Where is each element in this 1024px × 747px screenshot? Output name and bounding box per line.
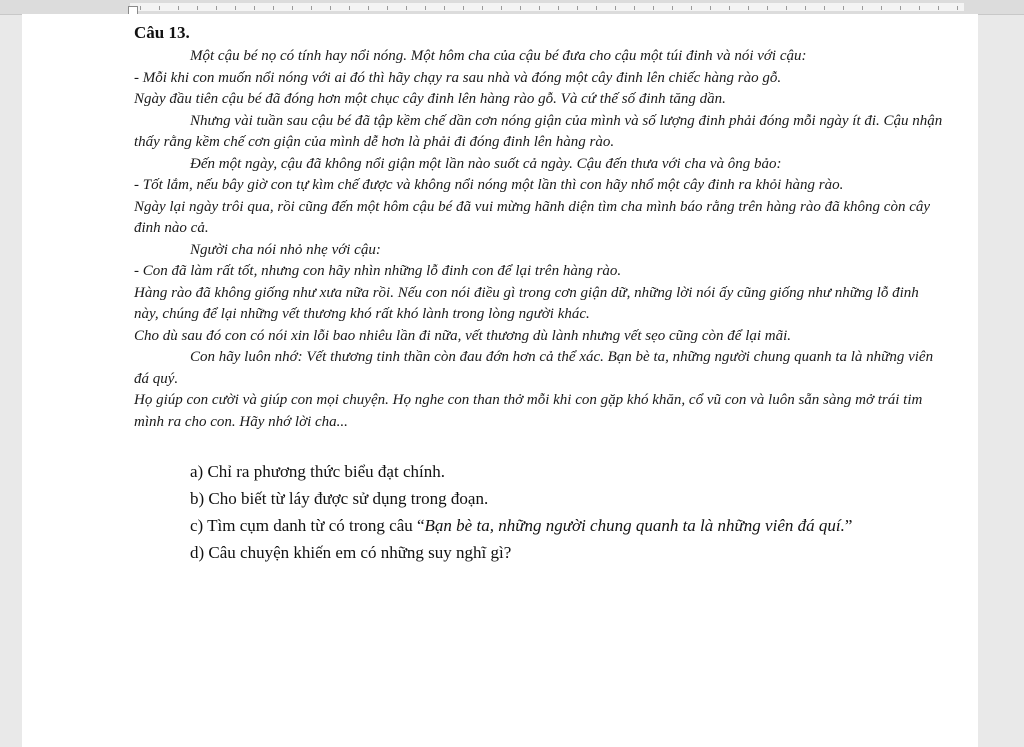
ruler-tick (482, 6, 483, 10)
story-paragraph: Họ giúp con cười và giúp con mọi chuyện. Họ nghe con than thở mỗi khi con gặp khó khăn, cổ vũ con và luôn sẵn sàng mở trái tim mình ra cho con. Hãy nhớ lời cha... (134, 392, 923, 430)
ruler-tick (159, 6, 160, 10)
story-paragraph: Ngày lại ngày trôi qua, rồi cũng đến một hôm cậu bé đã vui mừng hãnh diện tìm cha mình báo rằng trên hàng rào đã không còn cây đinh nào cả. (134, 198, 931, 236)
question-c-quote: Bạn bè ta, những người chung quanh ta là những viên đá quí. (424, 516, 845, 535)
ruler-tick (596, 6, 597, 10)
ruler-tick (520, 6, 521, 10)
ruler-text-area (130, 3, 964, 11)
ruler-tick (539, 6, 540, 10)
question-list (134, 458, 944, 566)
document-body[interactable] (134, 22, 944, 566)
ruler-tick (577, 6, 578, 10)
story-paragraph: Hàng rào đã không giống như xưa nữa rồi. Nếu con nói điều gì trong cơn giận dữ, những lời nói ấy cũng giống như những lỗ đinh này, chúng để lại những vết thương khó rất khó lành trong lòng người khác. (134, 284, 919, 322)
question-d: d) Câu chuyện khiến em có những suy nghĩ gì? (190, 543, 512, 562)
ruler-tick (824, 6, 825, 10)
ruler-tick (368, 6, 369, 10)
ruler-tick (615, 6, 616, 10)
question-a: a) Chỉ ra phương thức biểu đạt chính. (190, 462, 445, 481)
ruler-tick (406, 6, 407, 10)
ruler-tick (691, 6, 692, 10)
question-title: Câu 13. (134, 23, 190, 42)
ruler-tick (330, 6, 331, 10)
ruler-tick (938, 6, 939, 10)
ruler-tick (273, 6, 274, 10)
ruler-tick (463, 6, 464, 10)
ruler-tick (254, 6, 255, 10)
story-paragraph: Nhưng vài tuần sau cậu bé đã tập kềm chế dần cơn nóng giận của mình và số lượng đinh phải đóng mỗi ngày ít đi. Cậu nhận thấy rằng kềm chế cơn giận của mình dễ hơn là phải đi đóng đinh lên hàng rào. (134, 112, 943, 150)
ruler-tick (786, 6, 787, 10)
question-c-suffix: ” (844, 516, 853, 535)
story-paragraph: Một cậu bé nọ có tính hay nổi nóng. Một hôm cha của cậu bé đưa cho cậu một túi đinh và nói với cậu: (190, 48, 807, 64)
ruler-tick (900, 6, 901, 10)
ruler-tick (653, 6, 654, 10)
question-c-prefix: c) Tìm cụm danh từ có trong câu “ (190, 516, 425, 535)
ruler-tick (558, 6, 559, 10)
ruler-tick (729, 6, 730, 10)
ruler-tick (843, 6, 844, 10)
story-paragraph: - Con đã làm rất tốt, nhưng con hãy nhìn những lỗ đinh con để lại trên hàng rào. (134, 263, 622, 279)
ruler-tick (444, 6, 445, 10)
ruler-tick (292, 6, 293, 10)
document-page[interactable] (22, 14, 978, 747)
ruler[interactable] (0, 0, 1024, 15)
ruler-tick (178, 6, 179, 10)
ruler-tick (634, 6, 635, 10)
ruler-tick (748, 6, 749, 10)
ruler-tick (140, 6, 141, 10)
ruler-tick (197, 6, 198, 10)
question-b: b) Cho biết từ láy được sử dụng trong đoạn. (190, 489, 489, 508)
ruler-tick (767, 6, 768, 10)
story-paragraph: Ngày đầu tiên cậu bé đã đóng hơn một chục cây đinh lên hàng rào gỗ. Và cứ thế số đinh tăng dần. (134, 91, 726, 107)
question-c (134, 512, 944, 539)
ruler-tick (919, 6, 920, 10)
story-paragraph: - Tốt lắm, nếu bây giờ con tự kìm chế được và không nổi nóng một lần thì con hãy nhổ một cây đinh ra khỏi hàng rào. (134, 177, 844, 193)
story-paragraph: Con hãy luôn nhớ: Vết thương tinh thần còn đau đớn hơn cả thể xác. Bạn bè ta, những người chung quanh ta là những viên đá quý. (134, 349, 934, 387)
ruler-tick (349, 6, 350, 10)
ruler-tick (425, 6, 426, 10)
ruler-tick (501, 6, 502, 10)
ruler-tick (805, 6, 806, 10)
ruler-tick (311, 6, 312, 10)
ruler-tick (216, 6, 217, 10)
ruler-tick (881, 6, 882, 10)
ruler-tick (710, 6, 711, 10)
ruler-tick (235, 6, 236, 10)
ruler-tick (387, 6, 388, 10)
ruler-tick (672, 6, 673, 10)
story-paragraph: - Mỗi khi con muốn nổi nóng với ai đó thì hãy chạy ra sau nhà và đóng một cây đinh lên chiếc hàng rào gỗ. (134, 69, 782, 86)
story-paragraph: Cho dù sau đó con có nói xin lỗi bao nhiêu lần đi nữa, vết thương dù lành nhưng vết sẹo cũng còn để lại mãi. (134, 327, 792, 344)
story-paragraph: Đến một ngày, cậu đã không nổi giận một lần nào suốt cả ngày. Cậu đến thưa với cha và ông bảo: (190, 155, 782, 172)
ruler-tick (862, 6, 863, 10)
story-paragraph: Người cha nói nhỏ nhẹ với cậu: (190, 241, 381, 258)
ruler-tick (957, 6, 958, 10)
